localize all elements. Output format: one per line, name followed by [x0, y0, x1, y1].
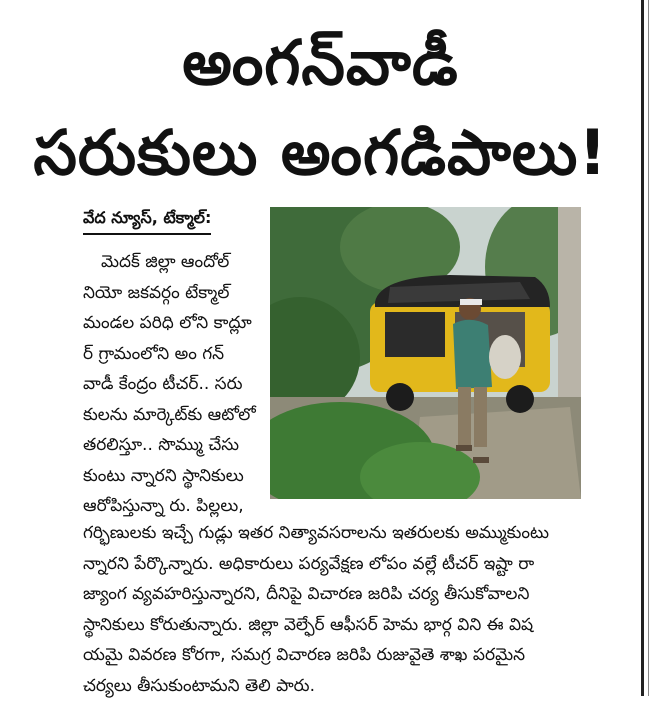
column-line: కులను మార్కెట్‌కు ఆటోలో: [83, 400, 261, 431]
column-divider: [641, 0, 644, 696]
dateline: వేద న్యూస్, టేక్మాల్:: [83, 208, 211, 235]
column-line: తరలిస్తూ.. సొమ్ము చేసు: [83, 430, 261, 461]
headline-line-1: అంగన్‌వాడీ: [0, 28, 641, 98]
body-line: గర్భిణులకు ఇచ్చే గుడ్లు ఇతర నిత్యావసరాలను ఇతరులకు అమ్ముకుంటు: [83, 518, 623, 549]
column-line: వాడీ కేంద్రం టీచర్.. సరు: [83, 369, 261, 400]
article-column-text: [83, 247, 261, 522]
body-line: స్థానికులు కోరుతున్నారు. జిల్లా వెల్ఫేర్ ఆఫీసర్ హెమ భార్గ విని ఈ విష: [83, 610, 623, 641]
column-line: ఆరోపిస్తున్నా రు. పిల్లలు,: [83, 491, 261, 522]
body-line: న్నారని పేర్కొన్నారు. అధికారులు పర్యవేక్షణ లోపం వల్లే టీచర్ ఇష్టా రా: [83, 549, 623, 580]
body-line: చర్యలు తీసుకుంటామని తెలి పారు.: [83, 671, 623, 701]
body-line: జ్యాంగ వ్యవహరిస్తున్నారని, దీనిపై విచారణ జరిపి చర్య తీసుకోవాలని: [83, 579, 623, 610]
column-divider-thin: [648, 0, 649, 696]
column-line: మండల పరిధి లోని కాద్లూ: [83, 308, 261, 339]
column-line: మెదక్ జిల్లా ఆందోల్: [83, 247, 261, 278]
column-line: ర్ గ్రామంలోని అం గన్: [83, 339, 261, 370]
headline-line-2: సరుకులు అంగడిపాలు!: [0, 118, 641, 188]
column-line: కుంటు న్నారని స్థానికులు: [83, 461, 261, 492]
article-full-width-text: [83, 518, 623, 701]
body-line: యమై వివరణ కోరగా, సమగ్ర విచారణ జరిపి రుజువైతె శాఖ పరమైన: [83, 640, 623, 671]
column-line: నియో జకవర్గం టేక్మాల్: [83, 278, 261, 309]
news-photo-auto-rickshaw: [270, 207, 581, 499]
